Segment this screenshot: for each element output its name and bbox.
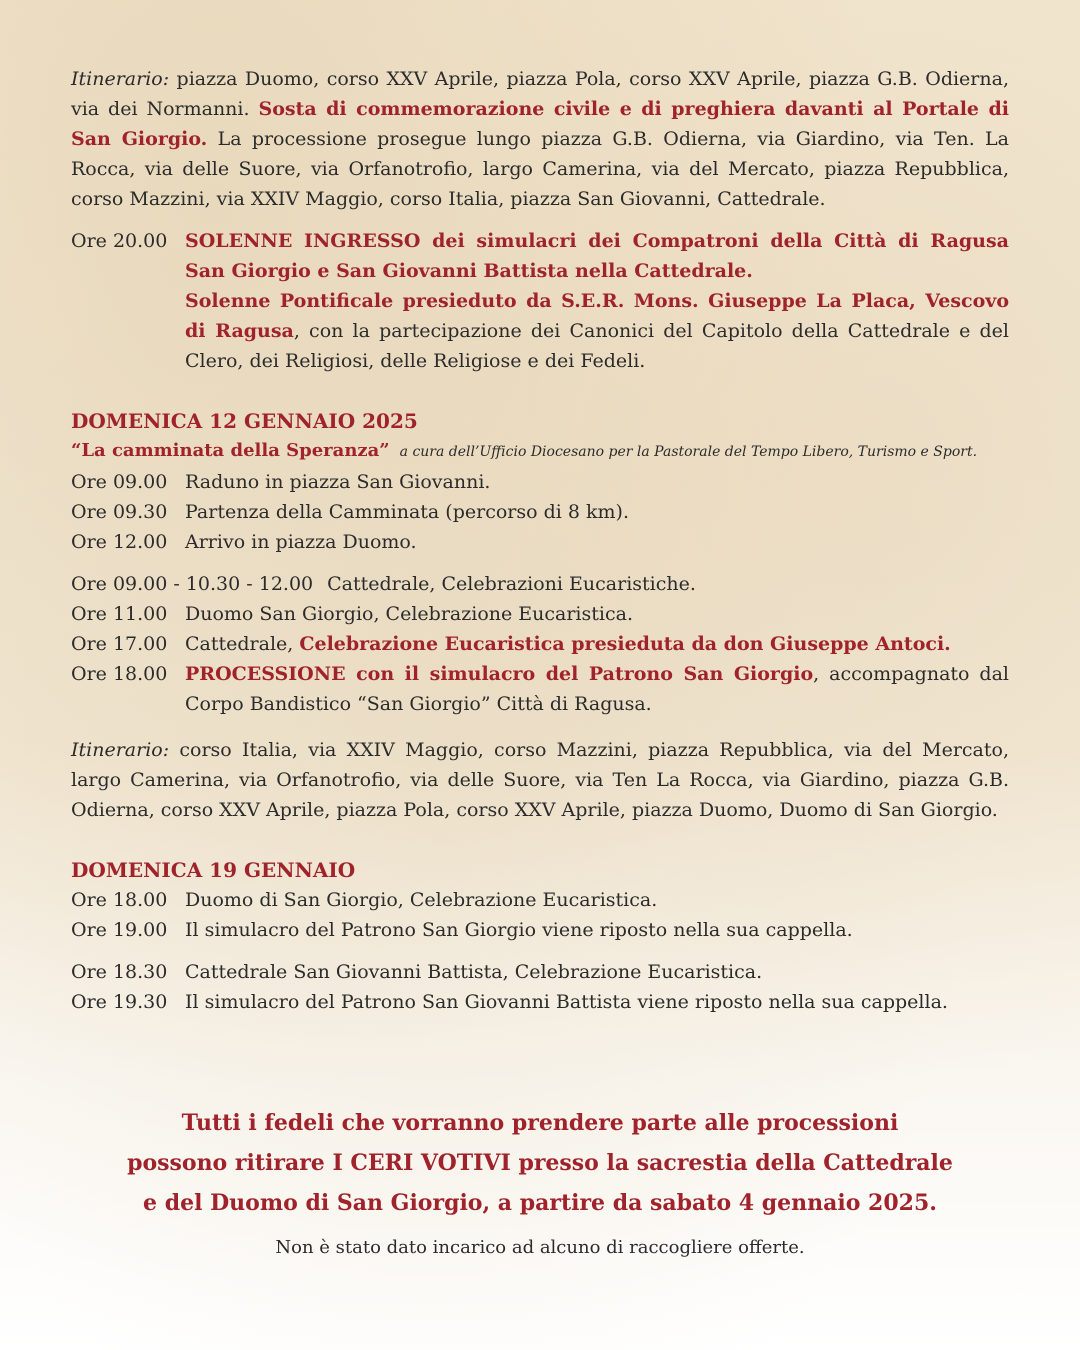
- event-ingresso: Ore 20.00 SOLENNE INGRESSO dei simulacri dei Compatroni della Città di Ragusa San Giorgio e San Giovanni Battista nella Cattedrale. Solenne Pontificale presieduto da S.E.R. Mons. Giuseppe La Placa, Vescovo di Ragusa, con la partecipazione dei Canonici del Capitolo della Cattedrale e del Clero, dei Religiosi, delle Religiose e dei Fedeli.: [71, 226, 1009, 376]
- camminata-subtitle: “La camminata della Speranza” a cura dell’Ufficio Diocesano per la Pastorale del Tempo Libero, Turismo e Sport.: [71, 440, 978, 461]
- event-processione: Ore 18.00 PROCESSIONE con il simulacro del Patrono San Giorgio, accompagnato dal Corpo Bandistico “San Giorgio” Città di Ragusa.: [71, 663, 1009, 715]
- offerte-note: Non è stato dato incarico ad alcuno di raccogliere offerte.: [275, 1237, 805, 1258]
- event-row: Ore 19.30 Il simulacro del Patrono San Giovanni Battista viene riposto nella sua cappella.: [71, 991, 948, 1013]
- event-row: Ore 09.00 Raduno in piazza San Giovanni.: [71, 471, 491, 493]
- ceri-votivi-notice: Tutti i fedeli che vorranno prendere parte alle processioni possono ritirare I CERI VOTIVI presso la sacrestia della Cattedrale e del Duomo di San Giorgio, a partire da sabato 4 gennaio 2025.: [127, 1110, 953, 1216]
- event-row: Ore 17.00 Cattedrale, Celebrazione Eucaristica presieduta da don Giuseppe Antoci.: [71, 633, 951, 655]
- event-row: Ore 18.00 Duomo di San Giorgio, Celebrazione Eucaristica.: [71, 889, 658, 911]
- program-text: [71, 64, 1009, 1017]
- event-row: Ore 19.00 Il simulacro del Patrono San Giorgio viene riposto nella sua cappella.: [71, 919, 853, 941]
- itinerario-paragraph: Itinerario: corso Italia, via XXIV Maggio, corso Mazzini, piazza Repubblica, via del Mercato, largo Camerina, via Orfanotrofio, via delle Suore, via Ten La Rocca, via Giardino, piazza G.B. Odierna, corso XXV Aprile, piazza Pola, corso XXV Aprile, piazza Duomo, Duomo di San Giorgio.: [71, 739, 1009, 821]
- event-row: Ore 18.30 Cattedrale San Giovanni Battista, Celebrazione Eucaristica.: [71, 961, 763, 983]
- event-row: Ore 12.00 Arrivo in piazza Duomo.: [71, 531, 417, 553]
- event-row: Ore 09.30 Partenza della Camminata (percorso di 8 km).: [71, 501, 629, 523]
- itinerario-label: Itinerario:: [71, 739, 170, 761]
- event-row: Ore 11.00 Duomo San Giorgio, Celebrazione Eucaristica.: [71, 603, 633, 625]
- event-row: Ore 09.00 - 10.30 - 12.00 Cattedrale, Celebrazioni Eucaristiche.: [71, 573, 696, 595]
- event-time: Ore 20.00: [71, 230, 168, 252]
- section-heading: DOMENICA 12 GENNAIO 2025: [71, 409, 418, 433]
- section-heading: DOMENICA 19 GENNAIO: [71, 858, 356, 882]
- itinerario-paragraph: Itinerario: piazza Duomo, corso XXV Aprile, piazza Pola, corso XXV Aprile, piazza G.B. Odierna, via dei Normanni. Sosta di commemorazione civile e di preghiera davanti al Portale di San Giorgio. La processione prosegue lungo piazza G.B. Odierna, via Giardino, via Ten. La Rocca, via delle Suore, via Orfanotrofio, largo Camerina, via del Mercato, piazza Repubblica, corso Mazzini, via XXIV Maggio, corso Italia, piazza San Giovanni, Cattedrale.: [71, 68, 1009, 210]
- event-title: SOLENNE INGRESSO dei simulacri dei Compatroni della Città di Ragusa San Giorgio e San Giovanni Battista nella Cattedrale.: [185, 230, 1009, 282]
- itinerario-label: Itinerario:: [71, 68, 170, 90]
